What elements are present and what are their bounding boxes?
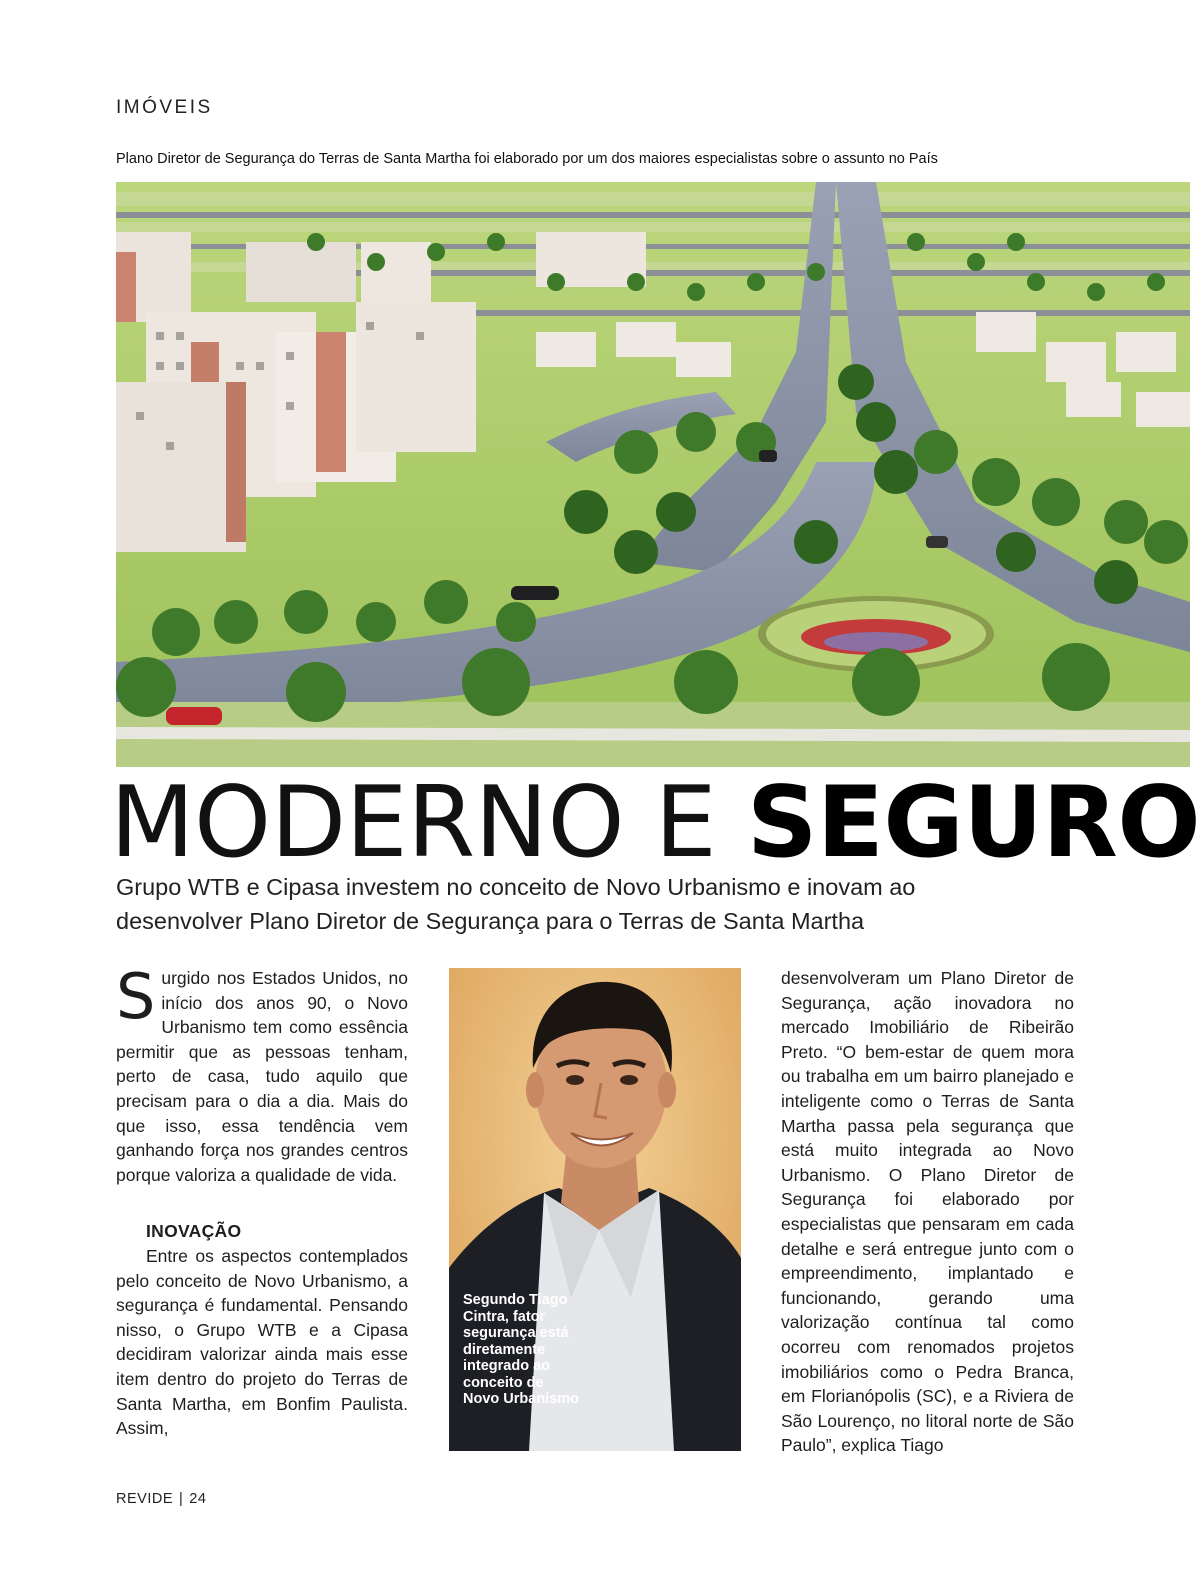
- photo-caption: Plano Diretor de Segurança do Terras de Santa Martha foi elaborado por um dos maiores especialistas sobre o assunto no País: [116, 151, 938, 167]
- footer-separator: |: [179, 1491, 184, 1507]
- body-paragraph-continued: desenvolveram um Plano Diretor de Segurança, ação inovadora no mercado Imobiliário de Ribeirão Preto. “O bem-estar de quem mora ou trabalha em um bairro planejado e inteligente como o Terras de Santa Martha passa pela segurança que está muito integrada ao Novo Urbanismo. O Plano Diretor de Segurança foi elaborado por especialistas que pensaram em cada detalhe e será entregue junto com o empreendimento, implantado e funcionando, gerando uma valorização contínua tal como ocorreu com renomados projetos imobiliários como o Pedra Branca, em Florianópolis (SC), e a Riviera de São Lourenço, no litoral norte de São Paulo”, explica Tiago: [781, 968, 1074, 1456]
- hero-image: [116, 182, 1190, 767]
- subhead: Grupo WTB e Cipasa investem no conceito de Novo Urbanismo e inovam ao desenvolver Plano Diretor de Segurança para o Terras de Santa Martha: [116, 874, 916, 934]
- headline-light: MODERNO E: [110, 766, 747, 880]
- article-column-left: [116, 960, 408, 1441]
- intro-paragraph: [116, 960, 408, 1187]
- drop-cap: S: [116, 960, 156, 1033]
- publication-name: REVIDE: [116, 1491, 173, 1507]
- body-paragraph: Entre os aspectos contemplados pelo conceito de Novo Urbanismo, a segurança é fundamental. Pensando nisso, o Grupo WTB e a Cipasa decidiram valorizar ainda mais esse item dentro do projeto do Terras de Santa Martha, em Bonfim Paulista. Assim,: [116, 1245, 408, 1439]
- portrait-caption: Segundo Tiago Cintra, fator segurança está diretamente integrado ao conceito de Novo Urbanismo: [463, 1292, 580, 1407]
- section-label: IMÓVEIS: [116, 97, 213, 118]
- headline-bold: SEGURO: [746, 766, 1200, 880]
- page-footer: [116, 1491, 206, 1507]
- page-number: 24: [189, 1491, 207, 1507]
- headline: [110, 766, 1200, 880]
- article-column-right: [781, 966, 1074, 1458]
- section-subtitle: INOVAÇÃO: [146, 1221, 242, 1242]
- intro-text: urgido nos Estados Unidos, no início dos anos 90, o Novo Urbanismo tem como essência permitir que as pessoas tenham, perto de casa, tudo aquilo que precisam para o dia a dia. Mais do que isso, essa tendência vem ganhando força nos grandes centros porque valoriza a qualidade de vida.: [116, 968, 408, 1185]
- portrait-photo: [449, 968, 741, 1451]
